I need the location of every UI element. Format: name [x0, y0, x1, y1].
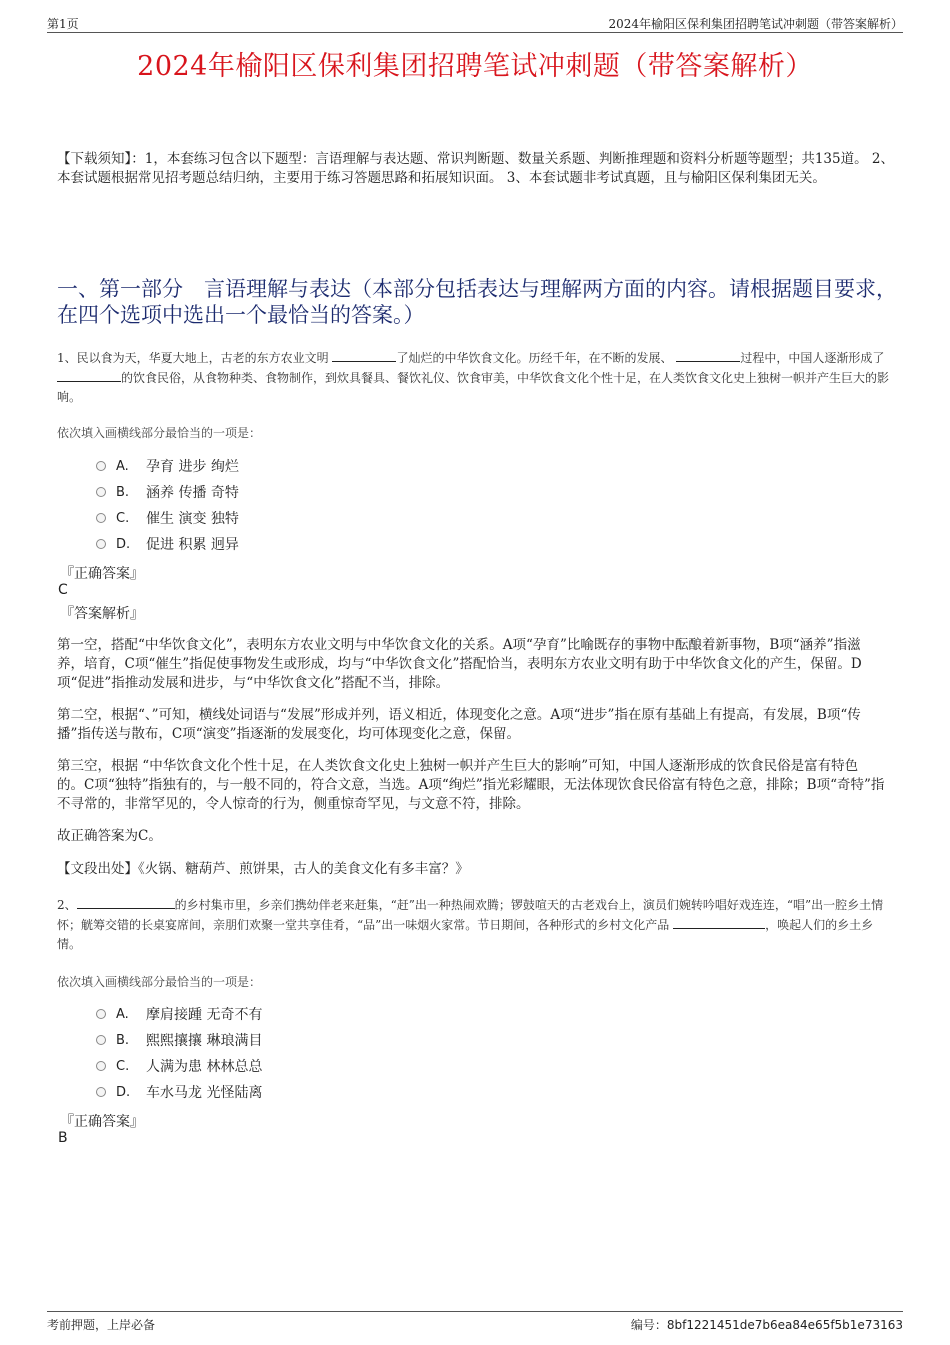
- footer-slogan: 考前押题，上岸必备: [47, 1318, 156, 1332]
- q1-text-2: 了灿烂的中华饮食文化。历经千年，在不断的发展、: [396, 351, 673, 365]
- option-c[interactable]: C. 人满为患 林林总总: [96, 1053, 262, 1079]
- question-1-stem: [57, 348, 897, 407]
- radio-icon[interactable]: [96, 487, 106, 497]
- option-c[interactable]: C. 催生 演变 独特: [96, 505, 239, 531]
- radio-icon[interactable]: [96, 513, 106, 523]
- fill-blank: [57, 368, 121, 382]
- option-a[interactable]: A. 摩肩接踵 无奇不有: [96, 1001, 262, 1027]
- answer-label: 『正确答案』: [60, 1114, 144, 1130]
- q2-text-3: ，唤起人们的乡土乡情。: [57, 918, 874, 951]
- question-2-prompt: 依次填入画横线部分最恰当的一项是：: [57, 975, 262, 989]
- answer-label: 『正确答案』: [60, 566, 144, 582]
- analysis-paragraph: 第一空，搭配“中华饮食文化”，表明东方农业文明与中华饮食文化的关系。A项“孕育”比喻既存的事物中酝酿着新事物，B项“涵养”指滋养，培育，C项“催生”指促使事物发生或形成，均与“中华饮食文化”搭配恰当，表明东方农业文明有助于中华饮食文化的产生，保留。D项“促进”指推动发展和进步，与“中华饮食文化”搭配不当，排除。: [57, 637, 862, 691]
- question-1-options: [96, 453, 239, 557]
- question-2-options: [96, 1001, 262, 1105]
- option-d[interactable]: D. 车水马龙 光怪陆离: [96, 1079, 262, 1105]
- fill-blank: [332, 348, 396, 362]
- option-b[interactable]: B. 熙熙攘攘 琳琅满目: [96, 1027, 262, 1053]
- radio-icon[interactable]: [96, 1087, 106, 1097]
- fill-blank: [673, 915, 765, 929]
- answer-value: B: [58, 1130, 68, 1146]
- analysis-paragraph: 第二空，根据“、”可知，横线处词语与“发展”形成并列，语义相近，体现变化之意。A项“进步”指在原有基础上有提高，有发展，B项“传播”指传送与散布，C项“演变”指逐渐的发展变化，均可体现变化之意，保留。: [57, 707, 861, 742]
- header-doc-title: 2024年榆阳区保利集团招聘笔试冲刺题（带答案解析）: [608, 17, 903, 31]
- radio-icon[interactable]: [96, 1035, 106, 1045]
- fill-blank: [77, 895, 175, 909]
- radio-icon[interactable]: [96, 1061, 106, 1071]
- radio-icon[interactable]: [96, 539, 106, 549]
- question-1-prompt: 依次填入画横线部分最恰当的一项是：: [57, 426, 262, 440]
- radio-icon[interactable]: [96, 1009, 106, 1019]
- page-footer: [47, 1311, 903, 1332]
- download-notice: 【下载须知】：1，本套练习包含以下题型：言语理解与表达题、常识判断题、数量关系题、判断推理题和资料分析题等题型；共135道。 2、本套试题根据常见招考题总结归纳，主要用于练习答题思路和拓展知识面。 3、本套试题非考试真题，且与榆阳区保利集团无关。: [57, 151, 894, 186]
- radio-icon[interactable]: [96, 461, 106, 471]
- answer-value: C: [58, 582, 68, 598]
- question-2-stem: [57, 895, 897, 954]
- page-number: 第1页: [47, 17, 79, 31]
- q1-text-3: 过程中，中国人逐渐形成了: [740, 351, 885, 365]
- fill-blank: [676, 348, 740, 362]
- analysis-conclusion: 故正确答案为C。: [57, 828, 162, 844]
- option-b[interactable]: B. 涵养 传播 奇特: [96, 479, 239, 505]
- footer-code: 编号：8bf1221451de7b6ea84e65f5b1e73163: [630, 1318, 903, 1332]
- option-d[interactable]: D. 促进 积累 迥异: [96, 531, 239, 557]
- option-a[interactable]: A. 孕育 进步 绚烂: [96, 453, 239, 479]
- q2-text-1: 2、: [57, 898, 77, 912]
- q1-text-1: 1、民以食为天，华夏大地上，古老的东方农业文明: [57, 351, 329, 365]
- section-heading: 一、第一部分 言语理解与表达（本部分包括表达与理解两方面的内容。请根据题目要求，在四个选项中选出一个最恰当的答案。）: [57, 277, 897, 327]
- q1-text-4: 的饮食民俗，从食物种类、食物制作，到炊具餐具、餐饮礼仪、饮食审美，中华饮食文化个性十足，在人类饮食文化史上独树一帜并产生巨大的影响。: [57, 371, 890, 404]
- page-header: [47, 14, 903, 33]
- page-title: 2024年榆阳区保利集团招聘笔试冲刺题（带答案解析）: [137, 51, 813, 82]
- analysis-paragraph: 第三空，根据 “中华饮食文化个性十足，在人类饮食文化史上独树一帜并产生巨大的影响”可知，中国人逐渐形成的饮食民俗是富有特色的。C项“独特”指独有的，与一般不同的，符合文意，当选。A项“绚烂”指光彩耀眼，无法体现饮食民俗富有特色之意，排除；B项“奇特”指不寻常的，非常罕见的，令人惊奇的行为，侧重惊奇罕见，与文意不符，排除。: [57, 758, 885, 812]
- source-note: 【文段出处】《火锅、糖葫芦、煎饼果，古人的美食文化有多丰富？》: [57, 861, 469, 877]
- q2-text-2: 的乡村集市里，乡亲们携幼伴老来赶集，“赶”出一种热闹欢腾；锣鼓喧天的古老戏台上，演员们婉转吟唱好戏连连，“唱”出一腔乡土情怀；觥筹交错的长桌宴席间，亲朋们欢聚一堂共享佳肴，“品”出一味烟火家常。节日期间，各种形式的乡村文化产品: [57, 898, 884, 932]
- analysis-label: 『答案解析』: [60, 606, 144, 622]
